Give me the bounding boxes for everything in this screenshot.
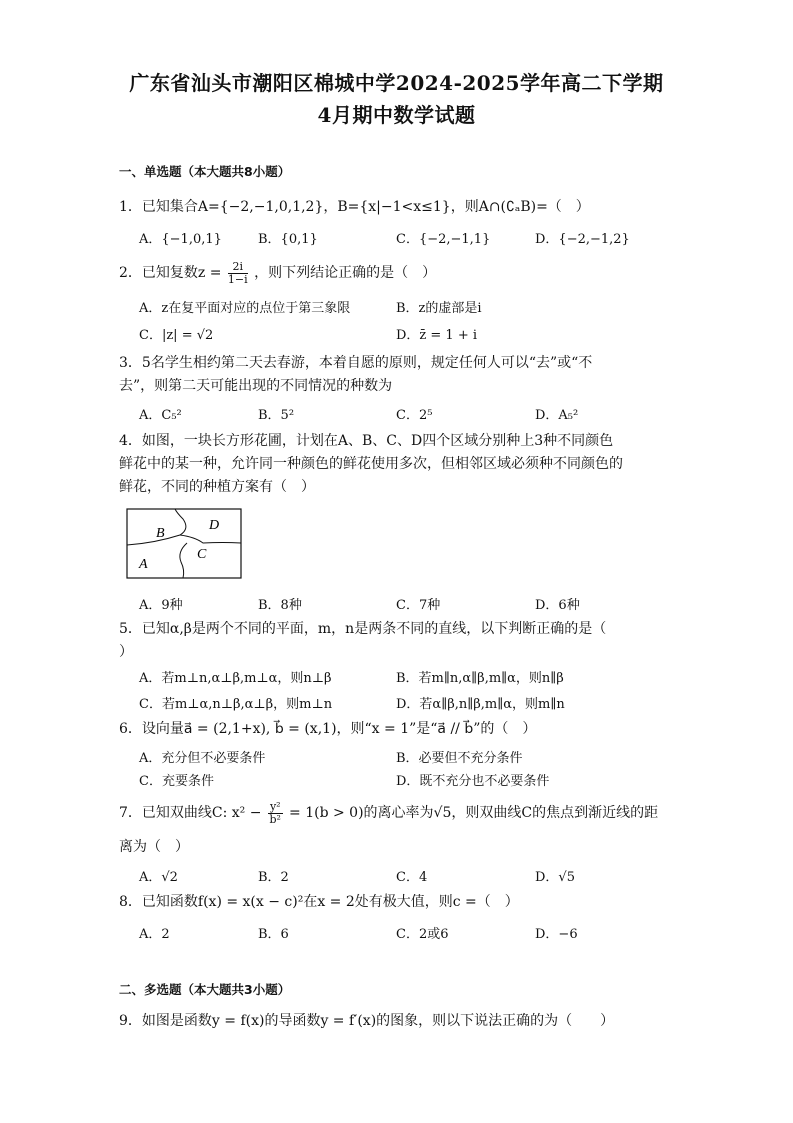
region-b-label: B xyxy=(156,526,165,541)
question-4-stem-line1: 4．如图，一块长方形花圃，计划在A、B、C、D四个区域分别种上3种不同颜色 xyxy=(119,433,614,449)
question-6-option-d: D．既不充分也不必要条件 xyxy=(396,774,550,789)
question-5-option-d: D．若α∥β,n∥β,m∥α，则m∥n xyxy=(396,697,565,712)
question-1-option-c: C．{−2,−1,1} xyxy=(396,232,491,247)
question-6-option-b: B．必要但不充分条件 xyxy=(396,751,523,766)
exam-title-line1: 广东省汕头市潮阳区棉城中学2024-2025学年高二下学期 xyxy=(129,71,664,95)
question-8-stem: 8．已知函数f(x) = x(x − c)²在x = 2处有极大值，则c =（ ） xyxy=(119,894,519,910)
question-3-option-c: C．2⁵ xyxy=(396,408,433,423)
question-4-stem-line2: 鲜花中的某一种，允许同一种颜色的鲜花使用多次，但相邻区域必须种不同颜色的 xyxy=(119,456,623,472)
question-8-option-b: B．6 xyxy=(258,927,289,942)
question-2-frac-den: 1−i xyxy=(227,272,248,286)
question-8-option-a: A．2 xyxy=(139,927,170,942)
question-5-option-b: B．若m∥n,α∥β,m∥α，则n∥β xyxy=(396,671,564,686)
question-5-option-c: C．若m⊥α,n⊥β,α⊥β，则m⊥n xyxy=(139,697,333,712)
question-7-frac-den: b² xyxy=(269,812,281,826)
question-6-option-c: C．充要条件 xyxy=(139,774,214,789)
section-multiple-choice: 二、多选题（本大题共3小题） xyxy=(119,982,291,997)
question-2-frac-num: 2i xyxy=(228,261,248,274)
question-7-option-c: C．4 xyxy=(396,870,428,885)
question-3-option-d: D．A₅² xyxy=(535,408,579,423)
question-7-stem-post: = 1(b > 0)的离心率为√5，则双曲线C的焦点到渐近线的距 xyxy=(289,805,659,821)
question-2-option-b: B．z的虚部是i xyxy=(396,301,482,316)
question-3-stem-line2: 去”，则第二天可能出现的不同情况的种数为 xyxy=(119,378,393,394)
region-c-label: C xyxy=(197,547,207,562)
question-7-stem-line2: 离为（ ） xyxy=(119,839,189,855)
question-4-option-d: D．6种 xyxy=(535,598,580,613)
question-6-stem: 6．设向量a⃗ = (2,1+x), b⃗ = (x,1)，则“x = 1”是“a⃗ // b⃗”的（ ） xyxy=(119,721,537,737)
question-2-stem-pre: 2．已知复数z = xyxy=(119,265,222,281)
flower-bed-figure xyxy=(125,507,243,580)
question-2-option-a: A．z在复平面对应的点位于第三象限 xyxy=(139,301,351,316)
question-3-option-b: B．5² xyxy=(258,408,295,423)
question-1-stem: 1．已知集合A={−2,−1,0,1,2}，B={x|−1<x≤1}，则A∩(∁ₐB)=（ ） xyxy=(119,199,590,215)
question-5-stem-line2: ） xyxy=(119,644,133,660)
boundary-ac xyxy=(180,543,187,578)
question-2-option-c: C．|z| = √2 xyxy=(139,328,214,343)
region-d-label: D xyxy=(209,518,220,533)
question-4-option-b: B．8种 xyxy=(258,598,302,613)
section-single-choice: 一、单选题（本大题共8小题） xyxy=(119,164,291,179)
question-5-option-a: A．若m⊥n,α⊥β,m⊥α，则n⊥β xyxy=(139,671,332,686)
question-8-option-d: D．−6 xyxy=(535,927,578,942)
question-7-stem-pre: 7．已知双曲线C: x² − xyxy=(119,805,262,821)
boundary-cd xyxy=(180,535,241,543)
question-9-stem: 9．如图是函数y = f(x)的导函数y = f′(x)的图象，则以下说法正确的为（ ） xyxy=(119,1013,615,1029)
question-1-option-d: D．{−2,−1,2} xyxy=(535,232,630,247)
question-8-option-c: C．2或6 xyxy=(396,927,449,942)
question-2-stem xyxy=(119,260,679,286)
exam-title-line2: 4月期中数学试题 xyxy=(317,103,476,127)
question-4-option-a: A．9种 xyxy=(139,598,183,613)
question-7-option-a: A．√2 xyxy=(139,870,178,885)
question-1-option-b: B．{0,1} xyxy=(258,232,318,247)
question-5-stem-line1: 5．已知α,β是两个不同的平面，m，n是两条不同的直线，以下判断正确的是（ xyxy=(119,621,607,637)
question-7-option-d: D．√5 xyxy=(535,870,575,885)
region-a-label: A xyxy=(139,557,148,572)
question-4-stem-line3: 鲜花，不同的种植方案有（ ） xyxy=(119,479,315,495)
question-7-option-b: B．2 xyxy=(258,870,289,885)
question-4-option-c: C．7种 xyxy=(396,598,441,613)
question-7-stem xyxy=(119,800,679,826)
question-3-stem-line1: 3．5名学生相约第二天去春游，本着自愿的原则，规定任何人可以“去”或“不 xyxy=(119,355,593,371)
question-2-option-d: D．z̄ = 1 + i xyxy=(396,328,478,343)
question-2-fraction xyxy=(228,261,248,286)
question-2-stem-post: ，则下列结论正确的是（ ） xyxy=(254,265,437,281)
question-1-option-a: A．{−1,0,1} xyxy=(139,232,222,247)
question-7-fraction xyxy=(268,801,283,826)
question-7-frac-num: y² xyxy=(269,799,281,813)
question-6-option-a: A．充分但不必要条件 xyxy=(139,751,266,766)
question-3-option-a: A．C₅² xyxy=(139,408,182,423)
